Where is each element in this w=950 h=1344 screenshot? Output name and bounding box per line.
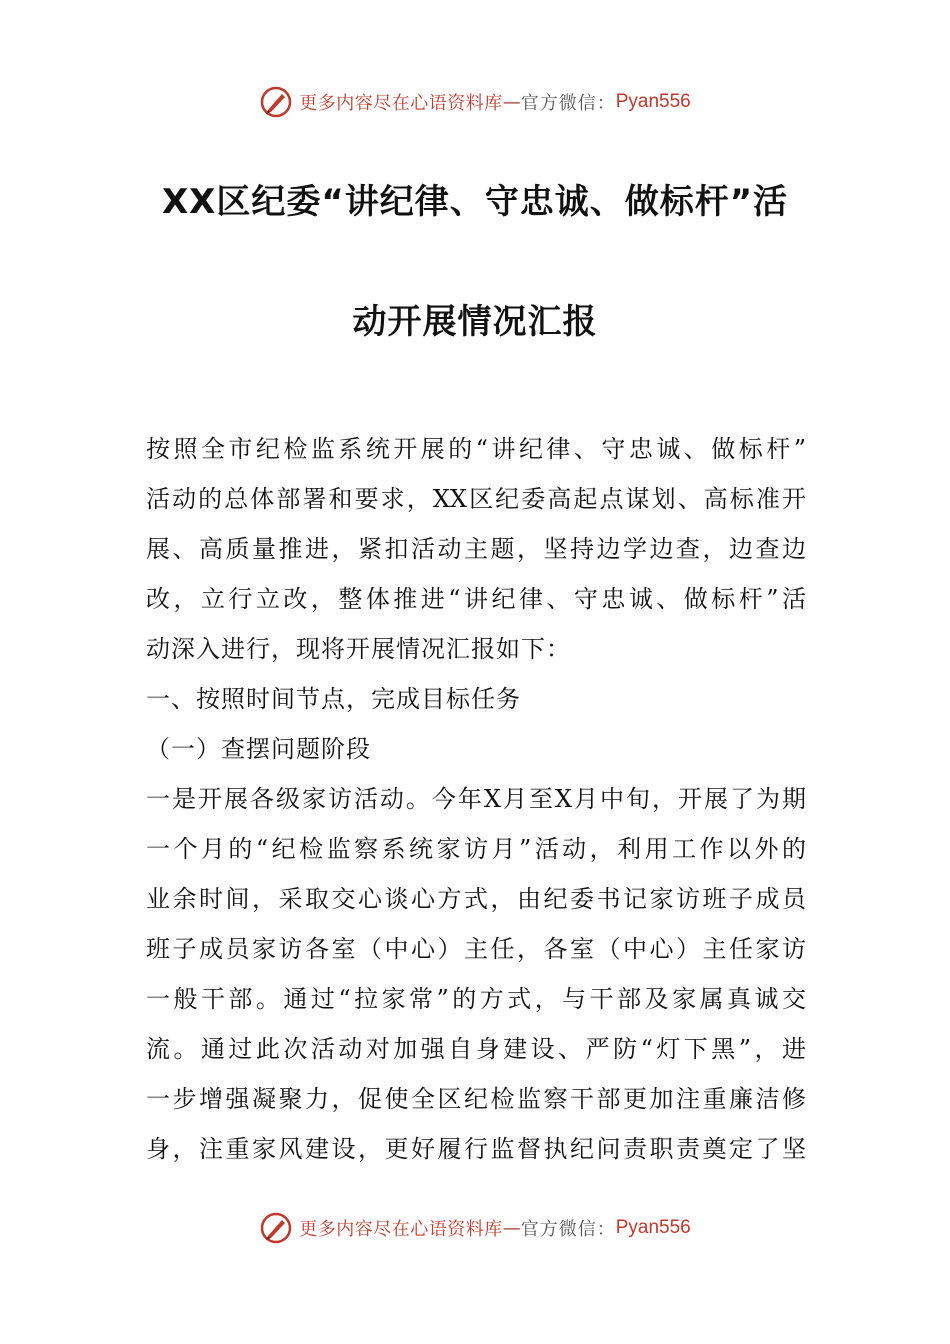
paragraph-2-line: 业余时间，采取交心谈心方式，由纪委书记家访班子成员 xyxy=(146,885,806,913)
watermark-wechat-id: Pyan556 xyxy=(615,1217,691,1238)
section-heading-1: 一、按照时间节点，完成目标任务 xyxy=(146,685,521,713)
paragraph-1-line: 改，立行立改，整体推进“讲纪律、守忠诚、做标杆”活 xyxy=(146,585,806,613)
paragraph-2-line: 一是开展各级家访活动。今年X月至X月中旬，开展了为期 xyxy=(146,785,806,813)
watermark-banner-bottom xyxy=(0,1208,950,1248)
document-title-line-2: 动开展情况汇报 xyxy=(352,302,598,342)
watermark-wechat-id: Pyan556 xyxy=(615,91,691,112)
watermark-separator: — xyxy=(502,91,521,113)
document-title-line-1: XX区纪委“讲纪律、守忠诚、做标杆”活 xyxy=(161,182,789,222)
paragraph-2-line: 班子成员家访各室（中心）主任，各室（中心）主任家访 xyxy=(146,935,806,963)
paragraph-2-line: 一般干部。通过“拉家常”的方式，与干部及家属真诚交 xyxy=(146,985,806,1013)
subsection-heading-1: （一）查摆问题阶段 xyxy=(146,735,371,763)
paragraph-2-line: 流。通过此次活动对加强自身建设、严防“灯下黑”，进 xyxy=(146,1035,806,1063)
paragraph-2-line: 身，注重家风建设，更好履行监督执纪问责职责奠定了坚 xyxy=(146,1135,806,1163)
document-body xyxy=(146,424,806,1174)
watermark-text: 更多内容尽在心语资料库 xyxy=(299,1219,503,1240)
watermark-wechat-label: 官方微信： xyxy=(520,93,616,114)
pen-logo-icon xyxy=(259,85,293,119)
paragraph-1-line: 动深入进行，现将开展情况汇报如下： xyxy=(146,635,571,663)
paragraph-2-line: 一个月的“纪检监察系统家访月”活动，利用工作以外的 xyxy=(146,835,806,863)
paragraph-1-line: 按照全市纪检监系统开展的“讲纪律、守忠诚、做标杆” xyxy=(146,435,806,463)
paragraph-1-line: 展、高质量推进，紧扣活动主题，坚持边学边查，边查边 xyxy=(146,535,806,563)
paragraph-2-line: 一步增强凝聚力，促使全区纪检监察干部更加注重廉洁修 xyxy=(146,1085,806,1113)
watermark-separator: — xyxy=(502,1217,521,1239)
pen-logo-icon xyxy=(259,1211,293,1245)
paragraph-1-line: 活动的总体部署和要求，XX区纪委高起点谋划、高标准开 xyxy=(146,485,806,513)
watermark-text: 更多内容尽在心语资料库 xyxy=(299,93,503,114)
watermark-banner-top xyxy=(0,82,950,122)
watermark-wechat-label: 官方微信： xyxy=(520,1219,616,1240)
